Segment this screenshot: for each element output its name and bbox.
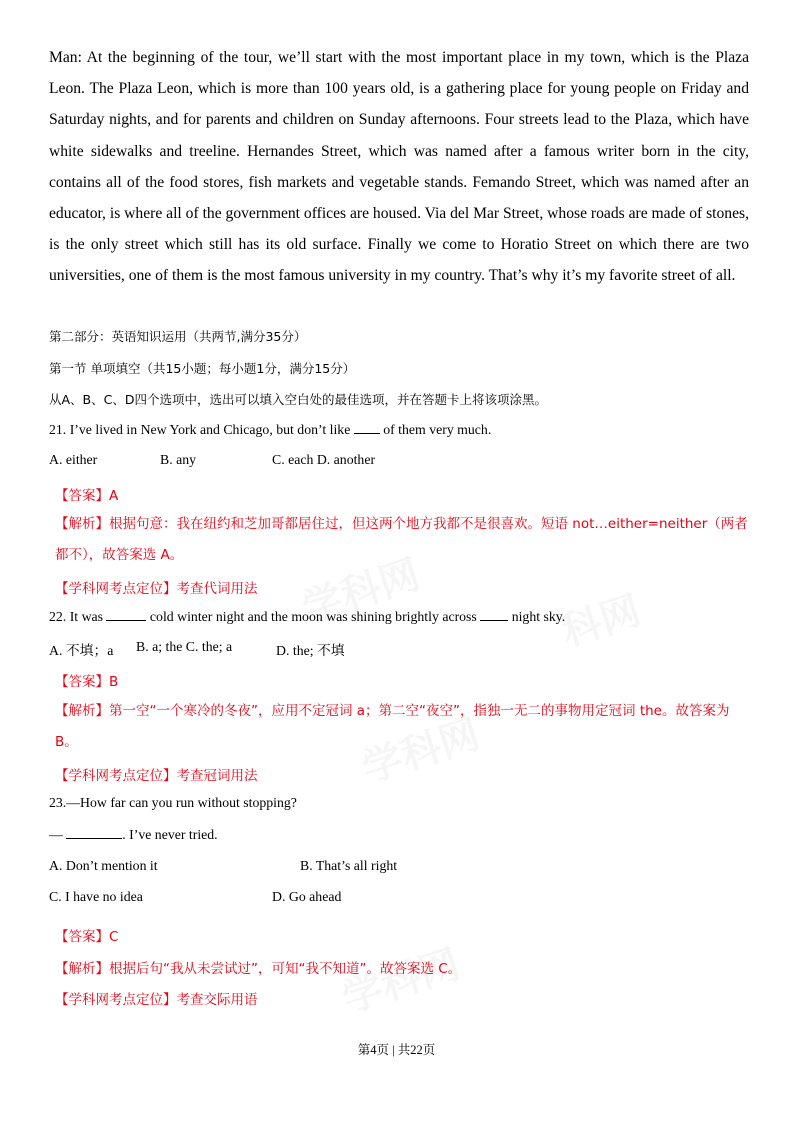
option-a: A. either	[49, 452, 98, 467]
page-footer: 第4页 | 共22页	[357, 1043, 436, 1057]
question-stem: 22. It was	[49, 609, 107, 624]
part-heading: 第二部分：英语知识运用（共两节,满分35分）	[49, 329, 307, 344]
watermark	[334, 933, 466, 1024]
answer-label: 【答案】C	[55, 929, 119, 945]
knowledge-point: 【学科网考点定位】考查代词用法	[55, 581, 258, 597]
option-d: D. Go ahead	[272, 889, 342, 904]
analysis-text: 【解析】第一空“一个寒冷的冬夜”，应用不定冠词 a；第二空“夜空”，指独一无二的事物用定冠词 the。故答案为 B。	[55, 703, 730, 750]
answer-blank	[354, 421, 380, 434]
watermark	[553, 579, 647, 658]
question-23: 23.—How far can you run without stopping?	[49, 795, 297, 810]
answer-label: 【答案】A	[55, 488, 119, 504]
option-a: A. Don’t mention it	[49, 858, 158, 873]
option-b: B. any	[160, 452, 197, 467]
option-c: C. I have no idea	[49, 889, 143, 904]
answer-blank	[106, 608, 146, 621]
question-stem: night sky.	[508, 609, 566, 624]
reply-text: . I’ve never tried.	[122, 827, 218, 842]
knowledge-point: 【学科网考点定位】考查冠词用法	[55, 768, 258, 784]
question-21	[49, 421, 491, 438]
analysis-text: 【解析】根据后句“我从未尝试过”，可知“我不知道”。故答案选 C。	[55, 961, 462, 977]
option-d: D. the; 不填	[276, 643, 345, 658]
question-22	[49, 608, 565, 625]
analysis-text: 【解析】根据句意：我在纽约和芝加哥都居住过，但这两个地方我都不是很喜欢。短语 not…either=neither（两者都不），故答案选 A。	[55, 516, 748, 563]
listening-passage: Man: At the beginning of the tour, we’ll start with the most important place in my town, which is the Plaza Leon. The Plaza Leon, which is more than 100 years old, is a gathering place for young people on Friday and Saturday nights, and for parents and children on Sunday afternoons. Four streets lead to the Plaza, which have white sidewalks and treeline. Hernandes Street, which was named after a famous writer born in the city, contains all of the food stores, fish markets and vegetable stands. Femando Street, which was named after an educator, is where all of the government offices are housed. Via del Mar Street, whose roads are made of stones, is the only street which still has its old surface. Finally we come to Horatio Street on which there are two universities, one of them is the most famous university in my country. That’s why it’s my favorite street of all.	[49, 49, 749, 285]
question-stem: of them very much.	[379, 422, 492, 437]
question-stem: cold winter night and the moon was shining brightly across	[146, 609, 481, 624]
dash: —	[49, 827, 67, 842]
section-heading: 第一节 单项填空（共15小题；每小题1分，满分15分）	[49, 361, 356, 376]
option-c-d: C. each D. another	[272, 452, 376, 467]
instruction: 从A、B、C、D四个选项中，选出可以填入空白处的最佳选项，并在答题卡上将该项涂黑。	[49, 392, 547, 407]
option-a: A. 不填；a	[49, 643, 114, 658]
answer-blank	[66, 826, 122, 839]
option-b-c: B. a; the C. the; a	[136, 639, 233, 654]
option-b: B. That’s all right	[300, 858, 398, 873]
answer-label: 【答案】B	[55, 674, 119, 690]
reply-line	[49, 826, 218, 843]
question-stem: 21. I’ve lived in New York and Chicago, but don’t like	[49, 422, 354, 437]
knowledge-point: 【学科网考点定位】考查交际用语	[55, 992, 258, 1008]
answer-blank	[480, 608, 508, 621]
